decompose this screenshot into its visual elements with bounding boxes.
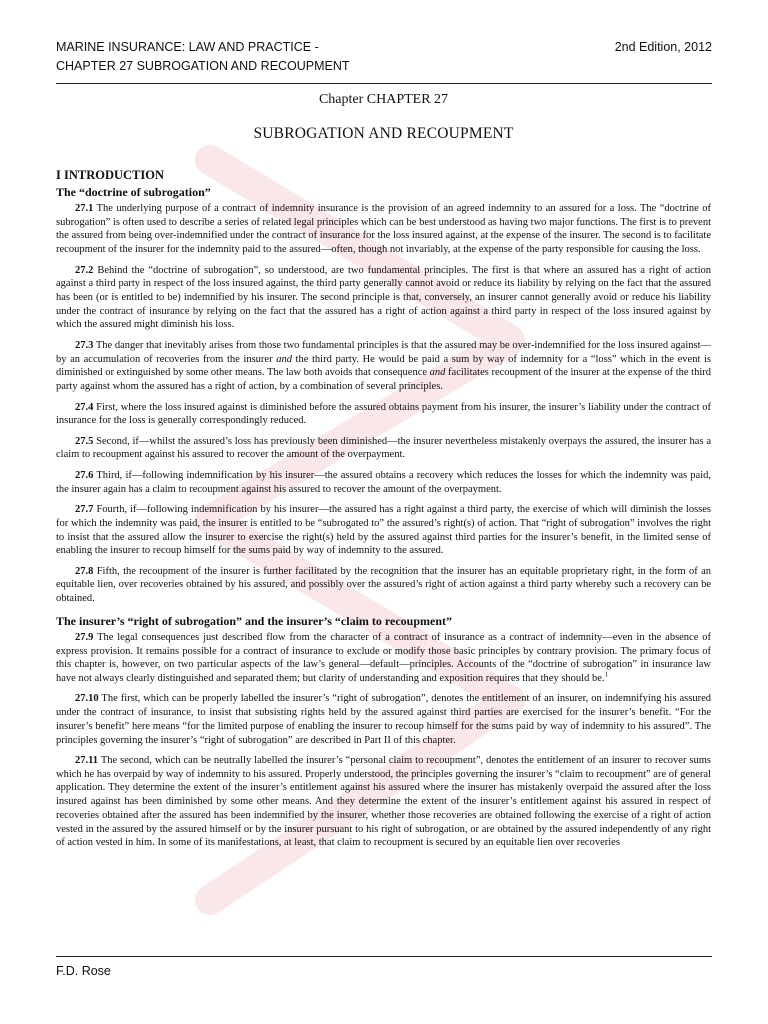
subheading-doctrine: The “doctrine of subrogation” (56, 185, 211, 199)
paragraph-text: The first, which can be properly labelled the insurer’s “right of subrogation”, denotes the entitlement of an insurer, on indemnifying his assured under the contract of insurance, to insist that subsisting rights held by the assured against third parties are exercised for the insurer’s benefit. “For the insurer’s benefit” here means “for the limited purpose of enabling the insurer to recoup himself for the sums paid by way of indemnity to his assured”. The principles governing the insurer’s “right of subrogation” are described in Part II of this chapter. (56, 693, 711, 746)
paragraph-number: 27.3 (75, 339, 94, 351)
paragraph-text: facilitates recoupment of the insurer at the expense of the third party against whom the assured has a right of action, by a combination of several principles. (56, 367, 712, 393)
emphasis: and (429, 367, 446, 379)
paragraph-text: The second, which can be neutrally labelled the insurer’s “personal claim to recoupment”, denotes the entitlement of an insurer to recover sums which he has overpaid by way of indemnity to his assured. Properly understood, the principles governing the insurer’s “claim to recoupment” are of general application. They determine the extent of the insurer’s entitlement against his assured where the insurer has mistakenly overpaid the assured after the loss insured against has been diminished by some other means. And they determine the extent of the insurer’s entitlement against his assured in respect of recoveries obtained after the assured has been indemnified by the insurer, whether those recoveries are obtained following the exercise of a right of action vested in the assured by the assured himself or by the insurer pursuant to his right of subrogation, or are obtained by the assured independently of any right of action vested in him. In some of its manifestations, at least, that claim to recoupment is secured by an equitable lien over recoveries (56, 755, 711, 849)
paragraph-27-4 (56, 401, 711, 428)
paragraph-number: 27.6 (75, 469, 94, 481)
paragraph-text: Fifth, the recoupment of the insurer is further facilitated by the recognition that the insurer has an equitable proprietary right, in the form of an equitable lien, over recoveries obtained by his assured, and possibly over the assured’s right of action against a third party whereby such a recovery can be obtained. (56, 565, 711, 605)
section-heading: I INTRODUCTION (56, 168, 165, 182)
paragraph-27-11 (56, 754, 711, 850)
paragraph-27-3 (56, 339, 711, 394)
body-text (56, 88, 711, 857)
paragraph-text: Behind the “doctrine of subrogation”, so understood, are two fundamental principles. The first is that where an assured has a right of action against a third party in respect of the loss insured against, the third party generally cannot avoid or reduce its liability by relying on the fact that the assured has been (or is entitled to be) indemnified by his insurer. The second principle is that, conversely, an insurer cannot generally avoid or reduce his liability under the contract of insurance by relying on the fact that the assured has a right of action against a third party in respect of the loss insured against by which the assured might diminish his loss. (56, 264, 711, 331)
paragraph-number: 27.7 (75, 504, 94, 516)
edition: 2nd Edition, 2012 (614, 40, 712, 54)
paragraph-text: The legal consequences just described flow from the character of a contract of insurance as a contract of indemnity—even in the absence of express provision. It remains possible for a contract of insurance to exclude or modify those basic principles by contrary provision. The primary focus of this chapter is, however, on two particular aspects of the law’s general—default—principles. Accounts of the “doctrine of subrogation” in insurance law have not always clearly distinguished and separated them; but clarity of understanding and exposition requires that they should be. (56, 631, 711, 684)
emphasis: and (276, 353, 292, 365)
chapter-title: SUBROGATION AND RECOUPMENT (253, 125, 514, 142)
paragraph-number: 27.2 (75, 264, 94, 276)
paragraph-text: The danger that inevitably arises from those two fundamental principles is that the assured may be over-indemnified for the loss insured against—by an accumulation of recoveries from the insurer (56, 339, 711, 365)
book-title: MARINE INSURANCE: LAW AND PRACTICE - (56, 40, 319, 54)
paragraph-number: 27.5 (75, 435, 94, 447)
paragraph-text: The underlying purpose of a contract of indemnity insurance is the provision of an agreed indemnity to an assured for a loss. The “doctrine of subrogation” is often used to describe a series of related legal principles which can be best understood as having two major functions. The first is to prevent the assured from being over-indemnified under the contract of insurance for the loss insured against, at the expense of the insurer. The second is to facilitate recoupment of the insurer for the indemnity paid to the assured—often, though not invariably, at the expense of the party responsible for causing the loss. (56, 203, 711, 256)
subheading-right-of-subrogation: The insurer’s “right of subrogation” and the insurer’s “claim to recoupment” (56, 613, 452, 628)
paragraph-number: 27.4 (75, 401, 94, 413)
paragraph-number: 27.8 (75, 565, 94, 577)
paragraph-text: Second, if—whilst the assured’s loss has previously been diminished—the insurer nevertheless mistakenly overpays the assured, the insurer has a claim to recoupment against his assured to recover the amount of the overpayment. (56, 435, 711, 461)
paragraph-text: Third, if—following indemnification by his insurer—the assured obtains a recovery which reduces the losses for which the indemnity was paid, the insurer again has a claim to recoupment against his assured to recover the amount of the overpayment. (56, 469, 712, 495)
chapter-label: Chapter CHAPTER 27 (318, 92, 449, 107)
paragraph-27-8 (56, 565, 711, 606)
footer-author: F.D. Rose (56, 964, 111, 978)
footnote-reference[interactable]: 1 (604, 670, 608, 679)
paragraph-27-1 (56, 202, 711, 257)
paragraph-27-6 (56, 469, 711, 496)
footer-rule (56, 956, 712, 957)
paragraph-text: First, where the loss insured against is diminished before the assured obtains payment from his insurer, the insurer’s liability under the contract of insurance for the loss is generally correspondingly reduced. (56, 401, 712, 427)
paragraph-27-10 (56, 692, 711, 747)
paragraph-number: 27.9 (75, 631, 94, 643)
paragraph-27-9 (56, 631, 711, 686)
paragraph-27-5 (56, 435, 711, 462)
running-header (56, 38, 712, 76)
chapter-line: CHAPTER 27 SUBROGATION AND RECOUPMENT (56, 59, 350, 73)
paragraph-number: 27.1 (75, 203, 94, 214)
paragraph-number: 27.10 (75, 693, 99, 705)
paragraph-number: 27.11 (75, 755, 99, 767)
header-rule (56, 83, 712, 84)
paragraph-text: the third party. He would be paid a sum by way of indemnity for a “loss” which in the event is diminished or extinguished by some other means. The law both avoids that consequence (56, 353, 711, 379)
paragraph-27-7 (56, 503, 711, 558)
paragraph-text: Fourth, if—following indemnification by his insurer—the assured has a right against a third party, the exercise of which will diminish the losses for which the indemnity was paid, the insurer is entitled to be “subrogated to” the assured’s right(s) of action. That “right of subrogation” involves the right to insist that the assured allow the insurer to exercise the right(s) held by the assured against third parties for the insurer’s benefit, in the limited sense of enabling the insurer to recoup himself for the sums paid by way of indemnity to the assured. (56, 504, 712, 557)
paragraph-27-2 (56, 264, 711, 333)
